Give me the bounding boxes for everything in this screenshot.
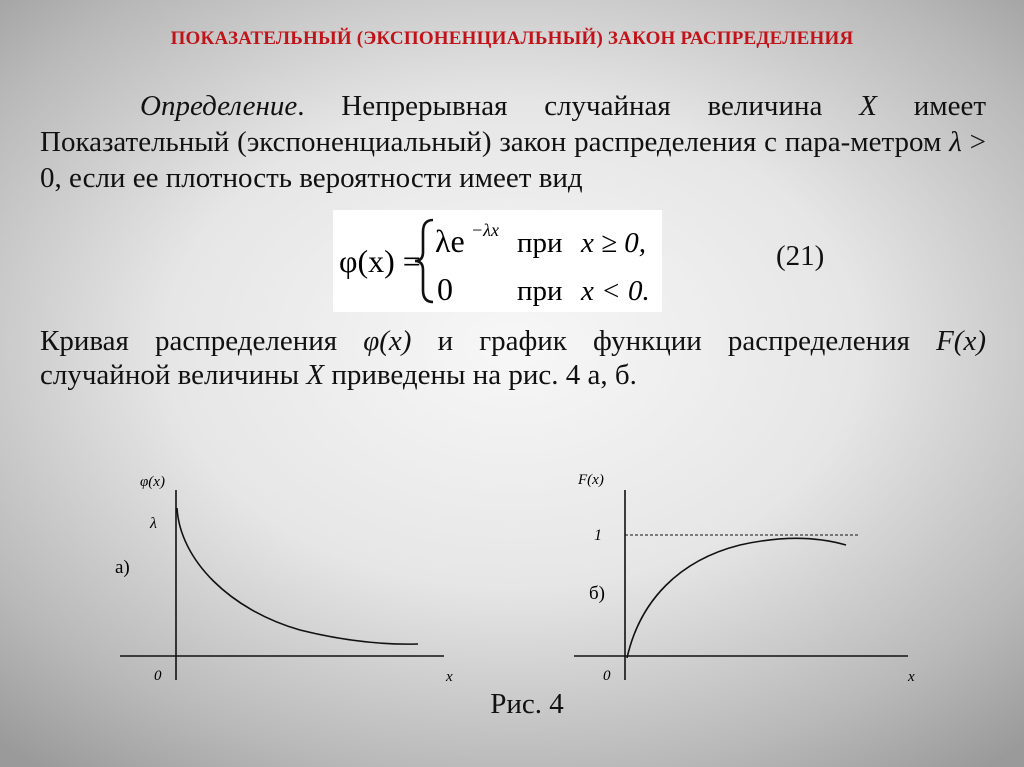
graph-b-origin: 0 <box>603 668 611 684</box>
para2-text-c: случайной величины <box>40 359 307 391</box>
graph-a-panel-label: а) <box>115 557 130 578</box>
graph-b <box>574 472 915 685</box>
para2-text-d: приведены на рис. 4 а, б. <box>324 359 637 391</box>
definition-text-c: > 0, если ее плотность вероятности имеет вид <box>40 126 987 194</box>
formula-row2-expr: 0 <box>437 271 453 307</box>
formula-row1-cond: x ≥ 0, <box>581 227 647 259</box>
figure-caption: Рис. 4 <box>490 688 564 720</box>
para2-text-b: и график функции распределения <box>411 325 937 357</box>
formula-number: (21) <box>776 240 825 272</box>
definition-text-b: имеет Показательный (экспоненциальный) закон распределения с пара-метром <box>40 90 986 158</box>
graph-a-xlabel: x <box>446 669 453 685</box>
para2-Fx: F(x) <box>936 325 986 357</box>
slide-title: ПОКАЗАТЕЛЬНЫЙ (ЭКСПОНЕНЦИАЛЬНЫЙ) ЗАКОН РАСПРЕДЕЛЕНИЯ <box>170 28 854 49</box>
graph-b-ylabel: F(x) <box>578 472 604 488</box>
graph-a-density-curve <box>177 508 418 644</box>
formula-lhs: φ(x) = <box>339 243 421 279</box>
graph-a-origin: 0 <box>154 668 162 684</box>
graph-a-ylabel: φ(x) <box>140 474 165 490</box>
formula-row2-cond: x < 0. <box>581 275 650 307</box>
definition-text-a: . Непрерывная случайная величина <box>297 90 860 122</box>
graph-a-ytick-lambda: λ <box>150 515 157 532</box>
para2-X: X <box>306 359 325 391</box>
definition-label: Определение <box>140 90 298 122</box>
para2-phi: φ(x) <box>363 325 412 357</box>
para2-text-a: Кривая распределения <box>40 325 364 357</box>
formula-row2-cond-word: при <box>517 275 563 307</box>
graph-b-xlabel: x <box>908 669 915 685</box>
formula-row1-cond-word: при <box>517 227 563 259</box>
formula-row1-exponent: −λx <box>471 220 499 240</box>
graph-a <box>115 474 453 685</box>
formula-row1-expr: λe <box>435 223 465 259</box>
graph-b-ytick-one: 1 <box>594 527 602 544</box>
graph-b-panel-label: б) <box>589 583 605 604</box>
graph-b-cdf-curve <box>627 538 846 658</box>
definition-var-x: X <box>859 90 877 122</box>
definition-lambda: λ <box>949 126 962 158</box>
